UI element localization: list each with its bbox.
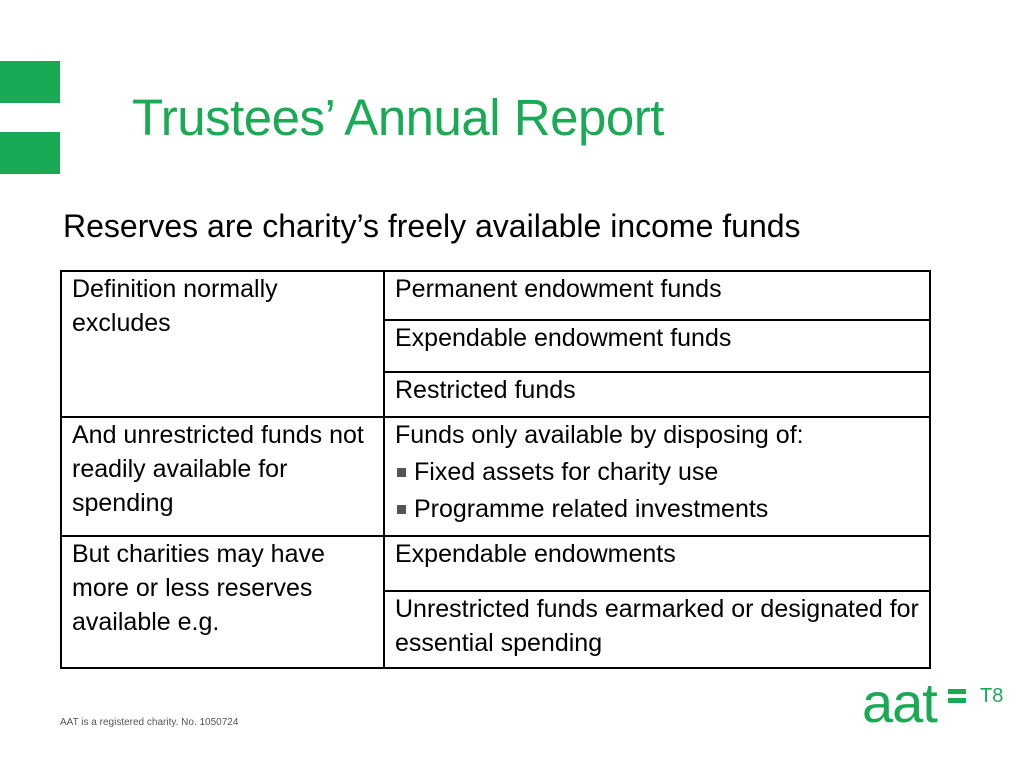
table-cell: Restricted funds <box>384 372 930 417</box>
disposing-intro: Funds only available by disposing of: <box>395 421 804 449</box>
list-item <box>395 455 919 489</box>
table-cell: Unrestricted funds earmarked or designated for essential spending <box>384 591 930 668</box>
accent-bar-bottom <box>0 132 60 174</box>
footer-note: AAT is a registered charity. No. 1050724 <box>60 717 239 728</box>
svg-text:aat: aat <box>862 678 937 728</box>
table-row <box>61 417 930 536</box>
accent-bar-top <box>0 61 60 103</box>
reserves-table <box>60 270 931 669</box>
table-cell: Expendable endowments <box>384 536 930 591</box>
slide-number: T8 <box>980 685 1004 707</box>
row-label-excludes: Definition normally excludes <box>61 271 384 417</box>
bullet-text: Programme related investments <box>414 495 769 523</box>
table-cell-disposing <box>384 417 930 536</box>
table-row <box>61 271 930 320</box>
square-bullet-icon <box>397 468 406 477</box>
bullet-text: Fixed assets for charity use <box>414 458 719 486</box>
slide-subtitle: Reserves are charity’s freely available income funds <box>63 208 801 244</box>
aat-logo <box>862 678 970 728</box>
table-row <box>61 536 930 591</box>
square-bullet-icon <box>397 505 406 514</box>
slide-title: Trustees’ Annual Report <box>132 89 664 146</box>
row-label-unrestricted: And unrestricted funds not readily available for spending <box>61 417 384 536</box>
table-cell: Expendable endowment funds <box>384 320 930 372</box>
row-label-more-or-less: But charities may have more or less reserves available e.g. <box>61 536 384 668</box>
table-cell: Permanent endowment funds <box>384 271 930 320</box>
list-item <box>395 492 919 526</box>
